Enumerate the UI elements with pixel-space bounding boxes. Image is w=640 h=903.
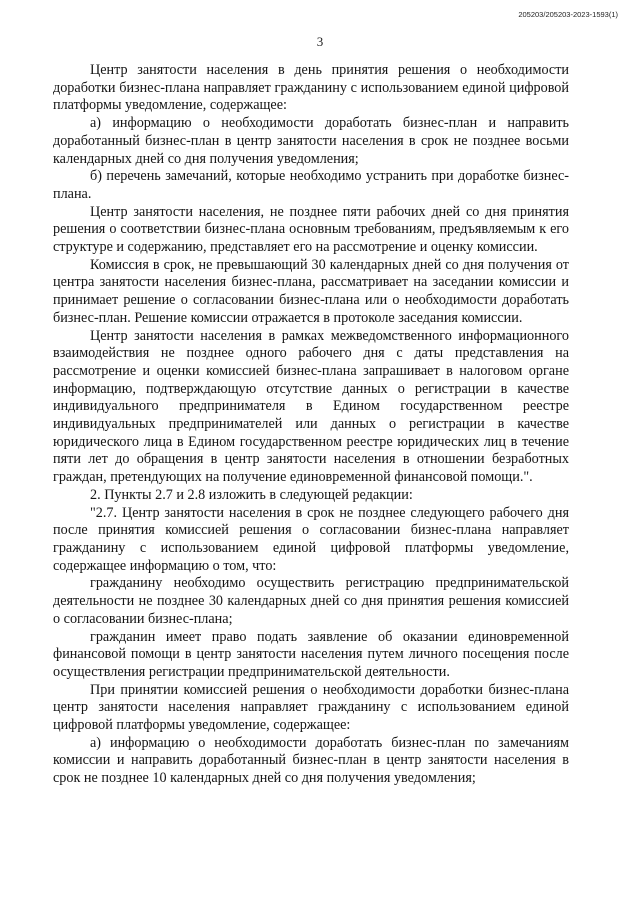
- paragraph: а) информацию о необходимости доработать бизнес-план и направить доработанный бизнес-план в центр занятости населения в срок не позднее восьми календарных дней со дня получения уведомления;: [53, 115, 569, 167]
- document-body: [53, 62, 569, 788]
- paragraph: Центр занятости населения в день принятия решения о необходимости доработки бизнес-плана направляет гражданину с использованием единой цифровой платформы уведомление, содержащее:: [53, 62, 569, 114]
- paragraph: При принятии комиссией решения о необходимости доработки бизнес-плана центр занятости населения направляет гражданину с использованием единой цифровой платформы уведомление, содержащее:: [53, 681, 569, 734]
- paragraph: б) перечень замечаний, которые необходимо устранить при доработке бизнес-плана.: [53, 168, 569, 202]
- page-number: 3: [316, 34, 324, 49]
- document-code: 205203/205203-2023-1593(1): [518, 10, 618, 19]
- paragraph: гражданин имеет право подать заявление об оказании единовременной финансовой помощи в центр занятости населения путем личного посещения после осуществления регистрации предпринимательской деятельности.: [53, 628, 569, 680]
- paragraph: Центр занятости населения в рамках межведомственного информационного взаимодействия не позднее одного рабочего дня с даты представления на рассмотрение и оценки комиссией бизнес-плана запрашивает в налоговом органе информацию, подтверждающую отсутствие данных о регистрации в качестве индивидуального предпринимателя в Едином государственном реестре индивидуальных предпринимателей или данных о регистрации в качестве юридического лица в Едином государственном реестре юридических лиц в течение пяти лет до обращения в центр занятости населения в отношении безработных граждан, претендующих на получение единовременной финансовой помощи.".: [53, 327, 569, 486]
- paragraph: 2. Пункты 2.7 и 2.8 изложить в следующей редакции:: [90, 486, 413, 503]
- paragraph: гражданину необходимо осуществить регистрацию предпринимательской деятельности не позднее 30 календарных дней со дня принятия решения комиссией о согласовании бизнес-плана;: [53, 575, 569, 627]
- paragraph: "2.7. Центр занятости населения в срок не позднее следующего рабочего дня после принятия комиссией решения о согласовании бизнес-плана направляет гражданину с использованием единой цифровой платформы уведомление, содержащее информацию о том, что:: [53, 504, 569, 574]
- paragraph: а) информацию о необходимости доработать бизнес-план по замечаниям комиссии и направить доработанный бизнес-план в центр занятости населения в срок не позднее 10 календарных дней со дня получения уведомления;: [53, 734, 569, 787]
- paragraph: Комиссия в срок, не превышающий 30 календарных дней со дня получения от центра занятости населения бизнес-плана, рассматривает на заседании комиссии и принимает решение о согласовании бизнес-плана или о необходимости доработать бизнес-план. Решение комиссии отражается в протоколе заседания комиссии.: [53, 256, 569, 326]
- paragraph: Центр занятости населения, не позднее пяти рабочих дней со дня принятия решения о соответствии бизнес-плана основным требованиям, предъявляемым к его структуре и содержанию, представляет его на рассмотрение и оценку комиссии.: [53, 203, 569, 256]
